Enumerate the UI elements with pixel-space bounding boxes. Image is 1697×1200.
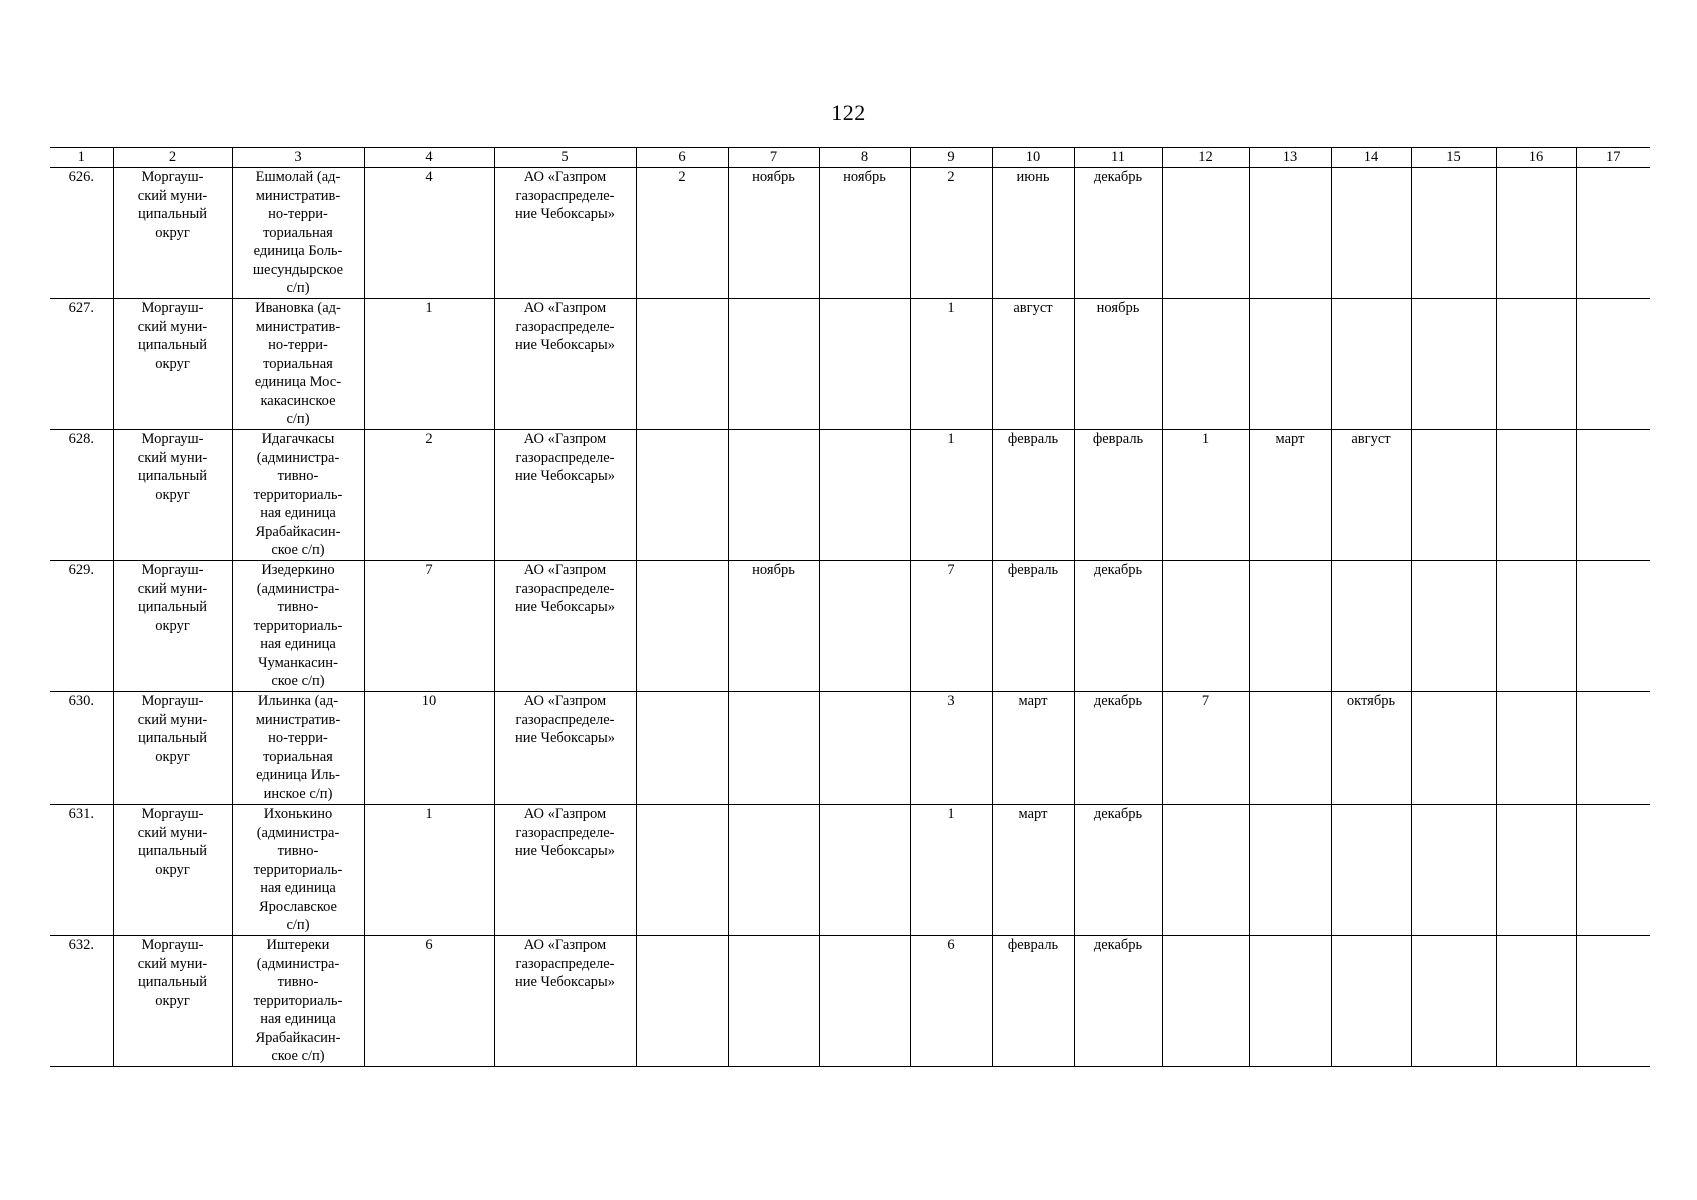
cell-c8: [819, 805, 910, 936]
cell-c7: [728, 299, 819, 430]
operator-cell-line: ние Чебоксары»: [514, 337, 616, 353]
cell-c7: [728, 805, 819, 936]
locality-cell-line: ная единица: [260, 505, 336, 521]
operator-cell-line: ние Чебоксары»: [514, 974, 616, 990]
locality-cell-line: Ихонькино: [263, 806, 333, 822]
operator-cell-line: АО «Газпром: [523, 431, 607, 447]
locality-cell-line: ское с/п): [271, 542, 325, 558]
locality-cell-line: (администра-: [256, 955, 340, 972]
operator-cell: [494, 168, 636, 299]
locality-cell-line: территориаль-: [253, 861, 343, 878]
row-number: 629.: [50, 561, 113, 692]
cell-c10: февраль: [992, 936, 1074, 1067]
quantity-cell: 4: [364, 168, 494, 299]
operator-cell-line: газораспределе-: [515, 955, 615, 972]
locality-cell-line: какасинское: [260, 392, 336, 409]
cell-c9: 1: [910, 430, 992, 561]
column-header: 8: [819, 148, 910, 168]
cell-c7: ноябрь: [728, 168, 819, 299]
district-cell: [113, 692, 232, 805]
cell-c14: [1331, 299, 1411, 430]
cell-c13: [1249, 168, 1331, 299]
locality-cell-line: Ивановка (ад-: [255, 300, 341, 316]
column-header: 5: [494, 148, 636, 168]
operator-cell-line: ние Чебоксары»: [514, 206, 616, 222]
locality-cell-line: территориаль-: [253, 486, 343, 503]
cell-c14: август: [1331, 430, 1411, 561]
locality-cell-line: министратив-: [255, 318, 341, 335]
cell-c6: [636, 936, 728, 1067]
locality-cell-line: Ярабайкасин-: [255, 523, 341, 540]
quantity-cell: 6: [364, 936, 494, 1067]
locality-cell: [232, 430, 364, 561]
locality-cell-line: Ешмолай (ад-: [255, 169, 341, 185]
cell-c10: февраль: [992, 430, 1074, 561]
district-cell-line: округ: [155, 486, 190, 503]
cell-c16: [1496, 936, 1576, 1067]
cell-c12: 1: [1162, 430, 1249, 561]
cell-c9: 6: [910, 936, 992, 1067]
cell-c15: [1411, 299, 1496, 430]
cell-c10: июнь: [992, 168, 1074, 299]
locality-cell-line: с/п): [286, 917, 310, 933]
cell-c9: 2: [910, 168, 992, 299]
locality-cell-line: ториальная: [263, 224, 333, 241]
locality-cell-line: ная единица: [260, 636, 336, 652]
district-cell: [113, 430, 232, 561]
column-header: 10: [992, 148, 1074, 168]
operator-cell: [494, 805, 636, 936]
cell-c11: ноябрь: [1074, 299, 1162, 430]
cell-c17: [1576, 936, 1650, 1067]
district-cell-line: Моргауш-: [141, 693, 204, 709]
cell-c15: [1411, 805, 1496, 936]
operator-cell: [494, 561, 636, 692]
cell-c10: март: [992, 692, 1074, 805]
district-cell-line: округ: [155, 992, 190, 1009]
district-cell-line: ципальный: [138, 599, 207, 615]
cell-c13: [1249, 692, 1331, 805]
locality-cell-line: единица Боль-: [253, 243, 343, 259]
cell-c8: [819, 299, 910, 430]
table-row: [50, 936, 1650, 1067]
district-cell-line: округ: [155, 355, 190, 372]
cell-c8: ноябрь: [819, 168, 910, 299]
cell-c6: [636, 805, 728, 936]
operator-cell-line: газораспределе-: [515, 449, 615, 466]
cell-c12: [1162, 936, 1249, 1067]
district-cell: [113, 561, 232, 692]
cell-c17: [1576, 168, 1650, 299]
operator-cell-line: АО «Газпром: [523, 300, 607, 316]
locality-cell-line: (администра-: [256, 580, 340, 597]
locality-cell-line: тивно-: [277, 843, 319, 859]
cell-c10: август: [992, 299, 1074, 430]
cell-c12: [1162, 561, 1249, 692]
locality-cell: [232, 936, 364, 1067]
district-cell-line: ский муни-: [137, 580, 208, 597]
cell-c6: [636, 299, 728, 430]
district-cell-line: ский муни-: [137, 318, 208, 335]
cell-c6: 2: [636, 168, 728, 299]
district-cell: [113, 805, 232, 936]
locality-cell-line: ная единица: [260, 880, 336, 896]
locality-cell-line: ское с/п): [271, 673, 325, 689]
cell-c15: [1411, 936, 1496, 1067]
cell-c15: [1411, 561, 1496, 692]
district-cell-line: округ: [155, 224, 190, 241]
operator-cell-line: газораспределе-: [515, 824, 615, 841]
locality-cell-line: территориаль-: [253, 992, 343, 1009]
table-row: [50, 299, 1650, 430]
locality-cell-line: министратив-: [255, 711, 341, 728]
cell-c14: [1331, 168, 1411, 299]
quantity-cell: 1: [364, 805, 494, 936]
locality-cell-line: ториальная: [263, 748, 333, 765]
locality-cell-line: ское с/п): [271, 1048, 325, 1064]
quantity-cell: 7: [364, 561, 494, 692]
cell-c16: [1496, 561, 1576, 692]
district-cell-line: Моргауш-: [141, 806, 204, 822]
cell-c11: декабрь: [1074, 936, 1162, 1067]
cell-c16: [1496, 805, 1576, 936]
table-row: [50, 692, 1650, 805]
locality-cell-line: Ярославское: [258, 898, 337, 915]
locality-cell-line: но-терри-: [268, 337, 328, 353]
table-row: [50, 561, 1650, 692]
cell-c14: октябрь: [1331, 692, 1411, 805]
cell-c14: [1331, 805, 1411, 936]
district-cell-line: Моргауш-: [141, 300, 204, 316]
row-number: 632.: [50, 936, 113, 1067]
cell-c6: [636, 561, 728, 692]
locality-cell-line: тивно-: [277, 599, 319, 615]
cell-c7: [728, 692, 819, 805]
locality-cell: [232, 168, 364, 299]
column-header: 15: [1411, 148, 1496, 168]
operator-cell-line: АО «Газпром: [523, 693, 607, 709]
locality-cell-line: (администра-: [256, 449, 340, 466]
operator-cell-line: ние Чебоксары»: [514, 468, 616, 484]
operator-cell-line: АО «Газпром: [523, 937, 607, 953]
district-cell: [113, 936, 232, 1067]
locality-cell: [232, 692, 364, 805]
cell-c8: [819, 561, 910, 692]
locality-cell-line: министратив-: [255, 187, 341, 204]
district-cell-line: округ: [155, 748, 190, 765]
cell-c9: 3: [910, 692, 992, 805]
district-cell: [113, 299, 232, 430]
column-header: 2: [113, 148, 232, 168]
district-cell-line: ский муни-: [137, 449, 208, 466]
cell-c15: [1411, 692, 1496, 805]
cell-c16: [1496, 299, 1576, 430]
operator-cell-line: ние Чебоксары»: [514, 730, 616, 746]
cell-c17: [1576, 561, 1650, 692]
cell-c11: декабрь: [1074, 805, 1162, 936]
operator-cell: [494, 692, 636, 805]
cell-c9: 7: [910, 561, 992, 692]
column-header: 13: [1249, 148, 1331, 168]
schedule-table: [50, 147, 1650, 1067]
cell-c11: декабрь: [1074, 561, 1162, 692]
cell-c9: 1: [910, 805, 992, 936]
table-row: [50, 430, 1650, 561]
cell-c16: [1496, 168, 1576, 299]
locality-cell-line: ториальная: [263, 355, 333, 372]
quantity-cell: 2: [364, 430, 494, 561]
district-cell-line: Моргауш-: [141, 937, 204, 953]
column-header: 7: [728, 148, 819, 168]
cell-c14: [1331, 561, 1411, 692]
operator-cell-line: газораспределе-: [515, 318, 615, 335]
column-header: 16: [1496, 148, 1576, 168]
locality-cell-line: Иштереки: [266, 937, 330, 953]
locality-cell-line: с/п): [286, 411, 310, 427]
district-cell-line: ский муни-: [137, 187, 208, 204]
district-cell: [113, 168, 232, 299]
column-header: 4: [364, 148, 494, 168]
locality-cell: [232, 561, 364, 692]
cell-c12: [1162, 168, 1249, 299]
locality-cell-line: Чуманкасин-: [258, 654, 338, 671]
operator-cell-line: ние Чебоксары»: [514, 843, 616, 859]
district-cell-line: ский муни-: [137, 955, 208, 972]
quantity-cell: 10: [364, 692, 494, 805]
operator-cell-line: газораспределе-: [515, 187, 615, 204]
operator-cell-line: газораспределе-: [515, 580, 615, 597]
operator-cell: [494, 299, 636, 430]
operator-cell-line: АО «Газпром: [523, 806, 607, 822]
row-number: 630.: [50, 692, 113, 805]
row-number: 627.: [50, 299, 113, 430]
locality-cell-line: но-терри-: [268, 730, 328, 746]
district-cell-line: ципальный: [138, 843, 207, 859]
district-cell-line: Моргауш-: [141, 169, 204, 185]
operator-cell-line: ние Чебоксары»: [514, 599, 616, 615]
district-cell-line: ципальный: [138, 974, 207, 990]
column-header: 14: [1331, 148, 1411, 168]
district-cell-line: округ: [155, 617, 190, 634]
locality-cell-line: Ильинка (ад-: [257, 693, 339, 709]
locality-cell: [232, 805, 364, 936]
column-header: 9: [910, 148, 992, 168]
cell-c10: март: [992, 805, 1074, 936]
operator-cell-line: АО «Газпром: [523, 169, 607, 185]
cell-c14: [1331, 936, 1411, 1067]
cell-c12: 7: [1162, 692, 1249, 805]
locality-cell: [232, 299, 364, 430]
column-header: 12: [1162, 148, 1249, 168]
cell-c16: [1496, 692, 1576, 805]
locality-cell-line: инское с/п): [263, 785, 333, 802]
district-cell-line: ципальный: [138, 730, 207, 746]
locality-cell-line: единица Иль-: [256, 767, 340, 783]
locality-cell-line: тивно-: [277, 974, 319, 990]
column-header: 1: [50, 148, 113, 168]
locality-cell-line: (администра-: [256, 824, 340, 841]
column-header: 17: [1576, 148, 1650, 168]
cell-c10: февраль: [992, 561, 1074, 692]
cell-c16: [1496, 430, 1576, 561]
cell-c13: [1249, 299, 1331, 430]
locality-cell-line: тивно-: [277, 468, 319, 484]
cell-c11: декабрь: [1074, 168, 1162, 299]
locality-cell-line: Ярабайкасин-: [255, 1029, 341, 1046]
cell-c12: [1162, 299, 1249, 430]
cell-c6: [636, 430, 728, 561]
page-number: 122: [831, 100, 866, 125]
locality-cell-line: Изедеркино: [261, 562, 335, 578]
locality-cell-line: ная единица: [260, 1011, 336, 1027]
cell-c15: [1411, 168, 1496, 299]
locality-cell-line: Идагачкасы: [261, 431, 335, 447]
district-cell-line: ский муни-: [137, 824, 208, 841]
locality-cell-line: но-терри-: [268, 206, 328, 222]
cell-c17: [1576, 692, 1650, 805]
cell-c11: февраль: [1074, 430, 1162, 561]
district-cell-line: ципальный: [138, 337, 207, 353]
quantity-cell: 1: [364, 299, 494, 430]
cell-c8: [819, 936, 910, 1067]
cell-c17: [1576, 299, 1650, 430]
row-number: 631.: [50, 805, 113, 936]
column-header: 11: [1074, 148, 1162, 168]
operator-cell: [494, 430, 636, 561]
cell-c8: [819, 692, 910, 805]
cell-c7: ноябрь: [728, 561, 819, 692]
cell-c7: [728, 430, 819, 561]
district-cell-line: ский муни-: [137, 711, 208, 728]
cell-c13: [1249, 805, 1331, 936]
cell-c13: [1249, 936, 1331, 1067]
cell-c8: [819, 430, 910, 561]
operator-cell: [494, 936, 636, 1067]
locality-cell-line: шесундырское: [252, 261, 344, 278]
column-header: 6: [636, 148, 728, 168]
district-cell-line: округ: [155, 861, 190, 878]
district-cell-line: ципальный: [138, 206, 207, 222]
column-header: 3: [232, 148, 364, 168]
locality-cell-line: с/п): [286, 280, 310, 296]
column-number-row: [50, 148, 1650, 168]
cell-c7: [728, 936, 819, 1067]
cell-c12: [1162, 805, 1249, 936]
district-cell-line: Моргауш-: [141, 562, 204, 578]
operator-cell-line: газораспределе-: [515, 711, 615, 728]
cell-c13: [1249, 561, 1331, 692]
table-row: [50, 168, 1650, 299]
row-number: 626.: [50, 168, 113, 299]
district-cell-line: Моргауш-: [141, 431, 204, 447]
cell-c6: [636, 692, 728, 805]
locality-cell-line: единица Мос-: [254, 374, 342, 390]
cell-c9: 1: [910, 299, 992, 430]
cell-c17: [1576, 430, 1650, 561]
locality-cell-line: территориаль-: [253, 617, 343, 634]
row-number: 628.: [50, 430, 113, 561]
operator-cell-line: АО «Газпром: [523, 562, 607, 578]
table-row: [50, 805, 1650, 936]
cell-c11: декабрь: [1074, 692, 1162, 805]
cell-c17: [1576, 805, 1650, 936]
cell-c15: [1411, 430, 1496, 561]
cell-c13: март: [1249, 430, 1331, 561]
district-cell-line: ципальный: [138, 468, 207, 484]
